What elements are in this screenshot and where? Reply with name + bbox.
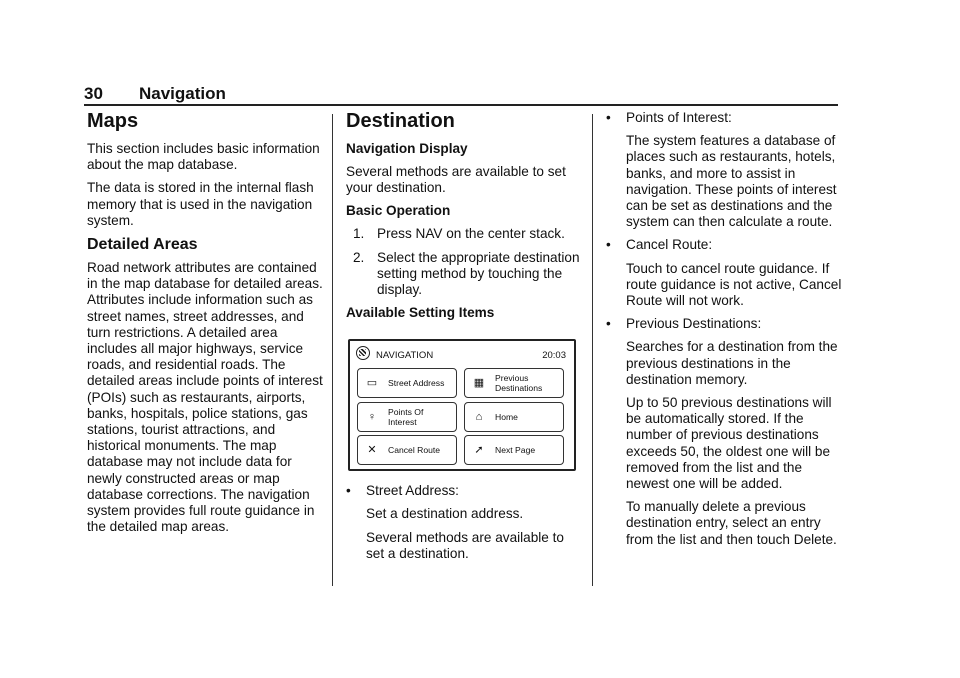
bullet-icon: • <box>606 110 611 125</box>
street-address-bullet: Street Address: <box>366 483 459 499</box>
navigation-screen-illustration <box>348 339 576 471</box>
maps-paragraph-2: The data is stored in the internal flash memory that is used in the navigation system. <box>87 180 314 228</box>
poi-bullet: Points of Interest: <box>626 110 732 125</box>
street-address-paragraph-1: Set a destination address. <box>366 506 524 522</box>
column-3 <box>606 110 842 555</box>
destination-heading: Destination <box>346 110 455 132</box>
cancel-route-label: Cancel Route <box>388 445 441 456</box>
available-setting-items-heading: Available Setting Items <box>346 305 495 321</box>
previous-destinations-paragraph-3: To manually delete a previous destination entry, select an entry from the list and then touch Delete. <box>626 499 837 547</box>
maps-paragraph-1: This section includes basic information about the map database. <box>87 141 320 173</box>
step-text: Press NAV on the center stack. <box>377 226 565 242</box>
detailed-areas-paragraph: Road network attributes are contained in the map database for detailed areas. Attributes include information such as street names, street addresses, and turn restrictions. A detailed area includes all major highways, service roads, and residential roads. The detailed areas include points of interest (POIs) such as restaurants, airports, banks, hospitals, police stations, gas stations, tourist attractions, and historical monuments. The map database may not include data for newly constructed areas or map database corrections. The navigation system provides full route guidance in the detailed map areas. <box>87 260 323 535</box>
screen-title: NAVIGATION <box>376 350 434 362</box>
bullet-icon: • <box>606 316 611 332</box>
cancel-route-button[interactable] <box>357 435 457 465</box>
maps-heading: Maps <box>87 110 139 132</box>
street-address-icon: ▭ <box>366 377 378 390</box>
previous-destinations-paragraph-1: Searches for a destination from the previous destinations in the destination memory. <box>626 339 838 387</box>
cancel-route-icon: ✕ <box>367 444 377 457</box>
section-title: Navigation <box>139 84 226 103</box>
points-of-interest-button[interactable] <box>357 402 457 432</box>
bullet-item <box>346 483 582 499</box>
next-page-button[interactable] <box>464 435 564 465</box>
next-page-label: Next Page <box>495 445 536 456</box>
page-number: 30 <box>84 84 103 103</box>
column-1 <box>87 110 325 542</box>
screen-clock: 20:03 <box>542 350 566 362</box>
page-header <box>84 84 838 106</box>
street-address-label: Street Address <box>388 378 445 389</box>
bullet-item <box>606 110 842 126</box>
previous-destinations-paragraph-2: Up to 50 previous destinations will be automatically stored. If the number of previous destinations exceeds 50, the oldest one will be removed from the list and the newest one will be added. <box>626 395 832 492</box>
home-icon: ⌂ <box>475 411 483 424</box>
bullet-icon: • <box>606 237 611 253</box>
poi-pin-icon: ♀ <box>367 411 377 424</box>
bullet-item <box>606 316 842 332</box>
previous-destinations-label: Previous Destinations <box>495 373 543 393</box>
navigation-display-heading: Navigation Display <box>346 141 468 156</box>
screen-header <box>356 346 566 362</box>
points-of-interest-label: Points Of Interest <box>388 407 424 427</box>
step-item <box>346 250 582 299</box>
bullet-icon: • <box>346 483 351 499</box>
detailed-areas-heading: Detailed Areas <box>87 236 198 254</box>
street-address-button[interactable] <box>357 368 457 398</box>
street-address-paragraph-2: Several methods are available to set a destination. <box>366 529 564 561</box>
poi-paragraph: The system features a database of places such as restaurants, hotels, banks, and more to assist in navigation. These points of interest can be set as destinations and the system can then calculate a route. <box>626 133 837 230</box>
step-item <box>346 226 582 242</box>
home-label: Home <box>495 412 518 423</box>
basic-operation-heading: Basic Operation <box>346 203 451 219</box>
step-text: Select the appropriate destination setting method by touching the display. <box>377 249 580 298</box>
home-button[interactable] <box>464 402 564 432</box>
column-divider-2 <box>592 114 593 586</box>
navigation-logo-icon <box>356 346 370 360</box>
previous-destinations-button[interactable] <box>464 368 564 398</box>
previous-destinations-icon: ▦ <box>473 377 485 390</box>
cancel-route-paragraph: Touch to cancel route guidance. If route guidance is not active, Cancel Route will not work. <box>626 260 842 309</box>
bullet-item <box>606 237 842 253</box>
column-divider-1 <box>332 114 333 586</box>
navigation-display-paragraph: Several methods are available to set your destination. <box>346 164 566 196</box>
previous-destinations-bullet: Previous Destinations: <box>626 316 762 332</box>
step-number: 2. <box>353 249 365 265</box>
column-2 <box>346 110 582 569</box>
step-number: 1. <box>353 226 365 242</box>
cancel-route-bullet: Cancel Route: <box>626 237 713 253</box>
next-page-icon: ➚ <box>474 444 484 457</box>
